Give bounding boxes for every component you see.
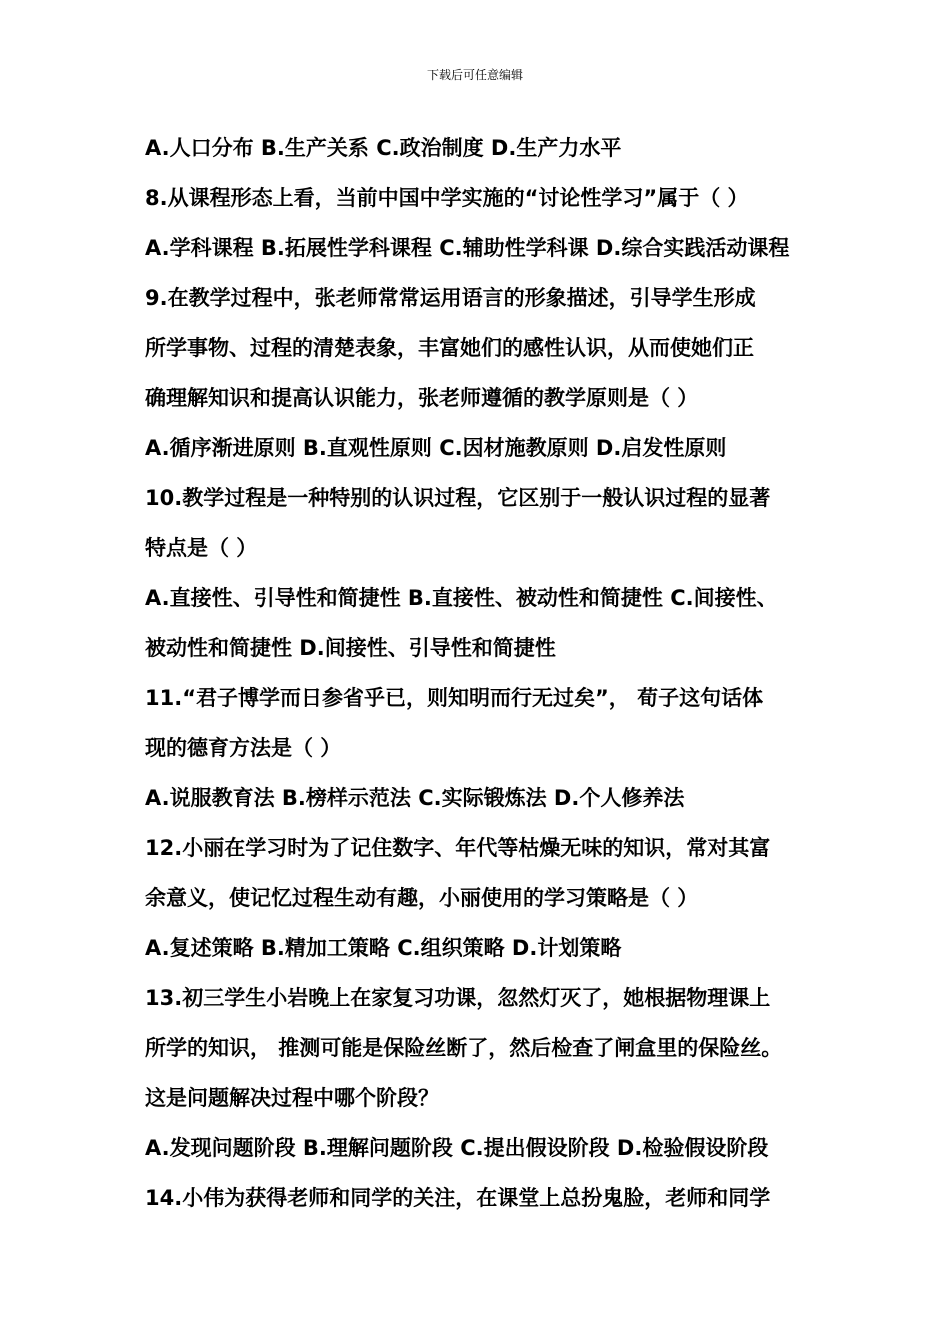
text-line: 余意义，使记忆过程生动有趣，小丽使用的学习策略是（ ）	[145, 886, 699, 910]
text-line: 特点是（ ）	[145, 536, 258, 560]
text-line: 8.从课程形态上看，当前中国中学实施的“讨论性学习”属于（ ）	[145, 186, 749, 210]
text-line: 现的德育方法是（ ）	[145, 736, 342, 760]
text-line: 所学事物、过程的清楚表象，丰富她们的感性认识，从而使她们正	[145, 336, 754, 360]
text-line: 14.小伟为获得老师和同学的关注，在课堂上总扮鬼脸，老师和同学	[145, 1186, 771, 1210]
text-line: 确理解知识和提高认识能力，张老师遵循的教学原则是（ ）	[145, 386, 699, 410]
text-line: 这是问题解决过程中哪个阶段？	[145, 1086, 439, 1110]
text-line: A.复述策略 B.精加工策略 C.组织策略 D.计划策略	[145, 936, 622, 960]
text-line: 被动性和简捷性 D.间接性、引导性和简捷性	[145, 636, 556, 660]
text-line: 10.教学过程是一种特别的认识过程，它区别于一般认识过程的显著	[145, 486, 771, 510]
text-line: 12.小丽在学习时为了记住数字、年代等枯燥无味的知识，常对其富	[145, 836, 771, 860]
text-line: A.直接性、引导性和简捷性 B.直接性、被动性和简捷性 C.间接性、	[145, 586, 778, 610]
document-body	[145, 123, 845, 1223]
text-line: 所学的知识， 推测可能是保险丝断了，然后检查了闸盒里的保险丝。	[145, 1036, 783, 1060]
text-line: A.循序渐进原则 B.直观性原则 C.因材施教原则 D.启发性原则	[145, 436, 727, 460]
header-note: 下载后可任意编辑	[426, 68, 523, 82]
text-line: 13.初三学生小岩晚上在家复习功课，忽然灯灭了，她根据物理课上	[145, 986, 771, 1010]
text-line: A.学科课程 B.拓展性学科课程 C.辅助性学科课 D.综合实践活动课程	[145, 236, 790, 260]
text-line: A.发现问题阶段 B.理解问题阶段 C.提出假设阶段 D.检验假设阶段	[145, 1136, 769, 1160]
text-line: 9.在教学过程中，张老师常常运用语言的形象描述，引导学生形成	[145, 286, 756, 310]
text-line: A.说服教育法 B.榜样示范法 C.实际锻炼法 D.个人修养法	[145, 786, 685, 810]
text-line: 11.“君子博学而日参省乎已，则知明而行无过矣”， 荀子这句话体	[145, 686, 764, 710]
text-line: A.人口分布 B.生产关系 C.政治制度 D.生产力水平	[145, 136, 622, 160]
